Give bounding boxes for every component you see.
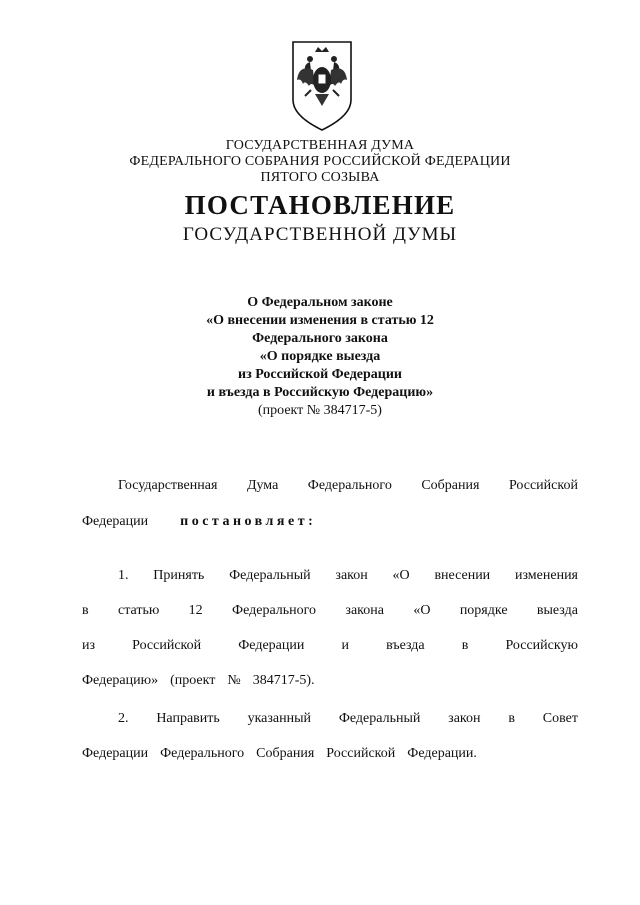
issuing-organization	[0, 138, 640, 186]
body-word: в	[461, 638, 469, 653]
body-word: (проект	[170, 673, 216, 688]
subject-line-3: Федерального закона	[252, 331, 388, 346]
russian-coat-of-arms-icon	[291, 40, 353, 132]
body-word: 2.	[118, 711, 129, 726]
body-word: в	[82, 603, 89, 618]
body-word: Федерации.	[407, 746, 477, 761]
body-word: закона	[345, 603, 384, 618]
item-2-line-2	[82, 746, 578, 762]
document-subject	[0, 294, 640, 420]
body-word: «О	[392, 568, 410, 583]
body-word: Принять	[153, 568, 205, 583]
item-1-line-1	[118, 568, 578, 584]
body-word: Российской	[508, 478, 578, 493]
org-line-3: ПЯТОГО СОЗЫВА	[260, 170, 380, 185]
item-1-line-3	[82, 638, 578, 654]
body-word: «О	[413, 603, 431, 618]
body-word: закон	[335, 568, 368, 583]
body-word: Собрания	[421, 478, 480, 493]
body-word: внесении	[434, 568, 491, 583]
document-type: ПОСТАНОВЛЕНИЕ	[184, 190, 456, 220]
body-word: Российской	[326, 746, 396, 761]
subject-line-4: «О порядке выезда	[259, 349, 381, 364]
body-word: 384717-5).	[252, 673, 315, 688]
body-word: Российской	[132, 638, 202, 653]
body-word: Федерации	[82, 746, 149, 761]
body-word: 12	[188, 603, 203, 618]
body-word: въезда	[386, 638, 425, 653]
body-word: Федерацию»	[82, 673, 159, 688]
subject-line-2: «О внесении изменения в статью 12	[206, 313, 434, 328]
body-word: 1.	[118, 568, 129, 583]
body-word: выезда	[536, 603, 578, 618]
body-word: Государственная	[118, 478, 218, 493]
intro-line-2	[82, 514, 578, 530]
body-word: в	[508, 711, 515, 726]
body-word: Федерального	[160, 746, 245, 761]
body-word: Собрания	[256, 746, 315, 761]
body-word: изменения	[514, 568, 578, 583]
body-word: статью	[117, 603, 160, 618]
body-word: Федеральный	[229, 568, 311, 583]
item-2-line-1	[118, 711, 578, 727]
project-number: (проект № 384717-5)	[258, 403, 382, 418]
body-word: Дума	[246, 478, 279, 493]
decree-word: постановляет:	[180, 514, 317, 529]
body-word: Федеральный	[338, 711, 421, 726]
body-word: закон	[448, 711, 481, 726]
body-word: Федерального	[232, 603, 317, 618]
body-word: Совет	[542, 711, 578, 726]
body-word: из	[82, 638, 96, 653]
body-word: Федерального	[307, 478, 392, 493]
org-line-1: ГОСУДАРСТВЕННАЯ ДУМА	[225, 138, 415, 153]
body-word: и	[341, 638, 349, 653]
item-1-line-4	[82, 673, 578, 689]
body-word: №	[227, 673, 241, 688]
body-word: Федерации	[238, 638, 305, 653]
body-word: порядке	[459, 603, 508, 618]
body-word: указанный	[247, 711, 312, 726]
org-line-2: ФЕДЕРАЛЬНОГО СОБРАНИЯ РОССИЙСКОЙ ФЕДЕРАЦИИ	[129, 154, 511, 169]
subject-line-6: и въезда в Российскую Федерацию»	[206, 385, 434, 400]
body-word: Российскую	[505, 638, 578, 653]
intro-line-2-text: Федерации	[82, 514, 149, 529]
subject-line-5: из Российской Федерации	[238, 367, 402, 382]
intro-line-1	[118, 478, 578, 494]
document-issuer: ГОСУДАРСТВЕННОЙ ДУМЫ	[182, 224, 458, 245]
subject-line-1: О Федеральном законе	[247, 295, 393, 310]
item-1-line-2	[82, 603, 578, 619]
body-word: Направить	[156, 711, 220, 726]
